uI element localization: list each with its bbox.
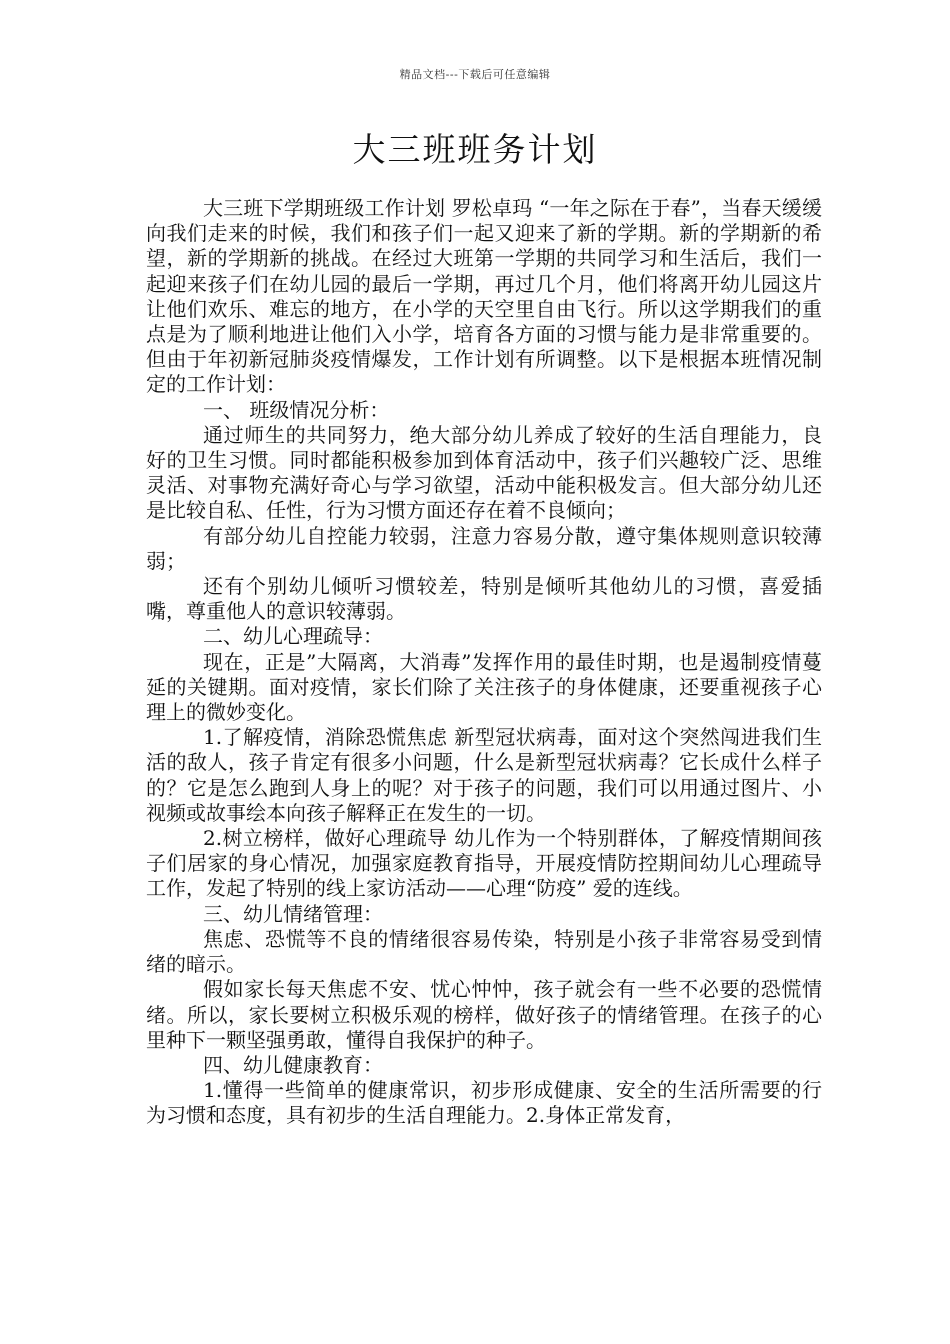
paragraph-self-control: 有部分幼儿自控能力较弱，注意力容易分散，遵守集体规则意识较薄弱；: [146, 523, 822, 573]
paragraph-epidemic-period: 现在，正是”大隔离，大消毒”发挥作用的最佳时期，也是遏制疫情蔓延的关键期。面对疫情，家长们除了关注孩子的身体健康，还要重视孩子心理上的微妙变化。: [146, 649, 822, 725]
section-heading-health-education: 四、幼儿健康教育：: [203, 1052, 383, 1077]
paragraph-intro: 大三班下学期班级工作计划 罗松卓玛 “一年之际在于春”，当春天缓缓向我们走来的时候，我们和孩子们一起又迎来了新的学期。新的学期新的希望，新的学期新的挑战。在经过大班第一学期的共同学习和生活后，我们一起迎来孩子们在幼儿园的最后一学期，再过几个月，他们将离开幼儿园这片让他们欢乐、难忘的地方，在小学的天空里自由飞行。所以这学期我们的重点是为了顺利地进让他们入小学，培育各方面的习惯与能力是非常重要的。但由于年初新冠肺炎疫情爆发，工作计划有所调整。以下是根据本班情况制定的工作计划：: [146, 196, 822, 397]
paragraph-health-knowledge: 1.懂得一些简单的健康常识，初步形成健康、安全的生活所需要的行为习惯和态度，具有初步的生活自理能力。2.身体正常发育，: [146, 1078, 822, 1128]
paragraph-set-example: 2.树立榜样，做好心理疏导 幼儿作为一个特别群体，了解疫情期间孩子们居家的身心情况，加强家庭教育指导，开展疫情防控期间幼儿心理疏导工作，发起了特别的线上家访活动——心理“防疫” 爱的连线。: [146, 826, 822, 901]
paragraph-class-analysis: 通过师生的共同努力，绝大部分幼儿养成了较好的生活自理能力，良好的卫生习惯。同时都能积极参加到体育活动中，孩子们兴趣较广泛、思维灵活、对事物充满好奇心与学习欲望，活动中能积极发言。但大部分幼儿还是比较自私、任性，行为习惯方面还存在着不良倾向；: [146, 422, 822, 523]
document-body: [146, 196, 822, 1129]
paragraph-understand-epidemic: 1.了解疫情，消除恐慌焦虑 新型冠状病毒，面对这个突然闯进我们生活的敌人，孩子肯定有很多小问题，什么是新型冠状病毒？它长成什么样子的？它是怎么跑到人身上的呢？对于孩子的问题，我们可以用通过图片、小视频或故事绘本向孩子解释正在发生的一切。: [146, 725, 822, 825]
document-title: 大三班班务计划: [352, 130, 598, 169]
paragraph-listening: 还有个别幼儿倾听习惯较差，特别是倾听其他幼儿的习惯，喜爱插嘴，尊重他人的意识较薄弱。: [146, 574, 822, 624]
header-note: 精品文档---下载后可任意编辑: [399, 68, 551, 81]
section-heading-class-analysis: 一、 班级情况分析：: [203, 397, 390, 422]
section-heading-emotion-management: 三、幼儿情绪管理：: [203, 901, 383, 926]
section-heading-psychological-guidance: 二、幼儿心理疏导：: [203, 624, 383, 649]
paragraph-parent-role-model: 假如家长每天焦虑不安、忧心忡忡，孩子就会有一些不必要的恐慌情绪。所以，家长要树立积极乐观的榜样，做好孩子的情绪管理。在孩子的心里种下一颗坚强勇敢，懂得自我保护的种子。: [146, 977, 822, 1052]
paragraph-emotion-contagion: 焦虑、恐慌等不良的情绪很容易传染，特别是小孩子非常容易受到情绪的暗示。: [146, 926, 822, 977]
